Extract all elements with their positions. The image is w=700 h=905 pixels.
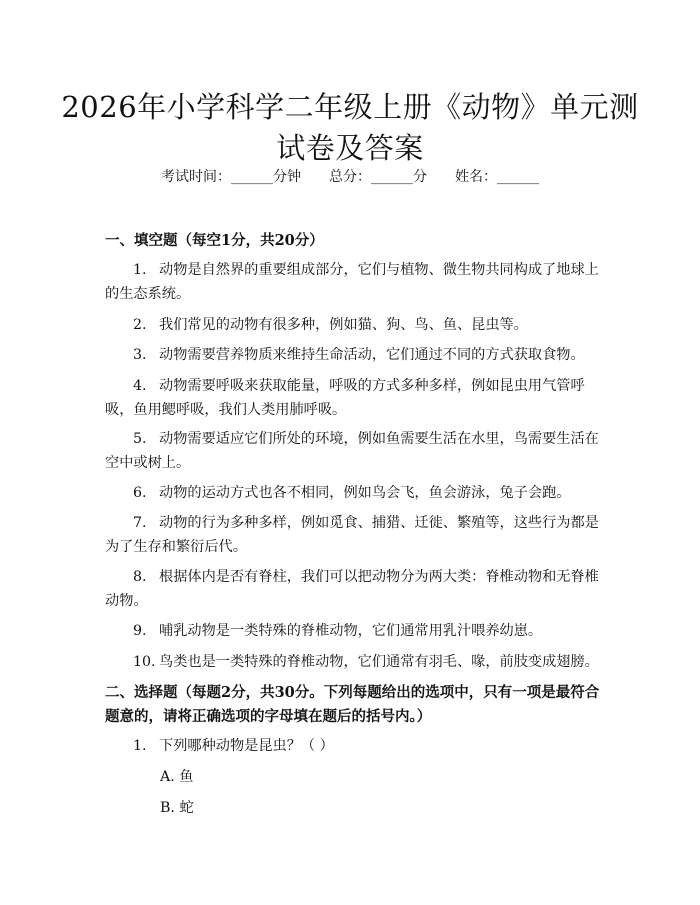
question-text: 我们常见的动物有很多种，例如猫、狗、鸟、鱼、昆虫等。 (159, 317, 528, 333)
question-text: 动物需要适应它们所处的环境，例如鱼需要生活在水里，鸟需要生活在空中或树上。 (105, 431, 599, 471)
question-item (105, 619, 601, 643)
option-a: A. 鱼 (160, 769, 194, 785)
question-text: 根据体内是否有脊柱，我们可以把动物分为两大类：脊椎动物和无脊椎动物。 (105, 569, 599, 609)
question-item (105, 374, 601, 422)
total-score-field: 总分：______分 (329, 169, 427, 185)
question-number: 8. (133, 569, 147, 585)
question-number: 10. (133, 654, 156, 670)
question-number: 4. (133, 378, 147, 394)
question-number: 6. (133, 485, 147, 501)
page-title-line1: 2026年小学科学二年级上册《动物》单元测 (61, 90, 639, 124)
section-heading-fill-blank: 一、填空题（每空1分，共20分） (105, 232, 324, 249)
question-number: 3. (133, 347, 147, 363)
question-item (105, 343, 601, 367)
question-text: 下列哪种动物是昆虫？（ ） (159, 738, 334, 754)
question-text: 动物的运动方式也各不相同，例如鸟会飞，鱼会游泳，兔子会跑。 (159, 485, 571, 501)
question-number: 9. (133, 623, 147, 639)
section-heading-multiple-choice: 二、选择题（每题2分，共30分。下列每题给出的选项中，只有一项是最符合题意的，请将正确选项的字母填在题后的括号内。） (105, 684, 600, 725)
page-title-line2: 试卷及答案 (276, 131, 424, 165)
question-text: 哺乳动物是一类特殊的脊椎动物，它们通常用乳汁喂养幼崽。 (159, 623, 543, 639)
student-name-field: 姓名：______ (455, 169, 539, 185)
question-number: 7. (133, 515, 147, 531)
question-item (105, 313, 601, 337)
question-item (105, 511, 601, 559)
exam-time-field: 考试时间：______分钟 (161, 169, 301, 185)
question-item (105, 734, 601, 758)
question-text: 动物是自然界的重要组成部分，它们与植物、微生物共同构成了地球上的生态系统。 (105, 262, 599, 302)
question-text: 动物需要营养物质来维持生命活动，它们通过不同的方式获取食物。 (159, 347, 585, 363)
question-item (105, 650, 601, 674)
question-text: 动物的行为多种多样，例如觅食、捕猎、迁徙、繁殖等，这些行为都是为了生存和繁衍后代。 (105, 515, 599, 555)
question-item (105, 565, 601, 613)
exam-meta (0, 166, 700, 188)
question-item (105, 258, 601, 306)
question-number: 1. (133, 262, 147, 278)
option-b: B. 蛇 (160, 800, 194, 816)
question-item (105, 427, 601, 475)
question-text: 动物需要呼吸来获取能量，呼吸的方式多种多样，例如昆虫用气管呼吸，鱼用鳃呼吸，我们人类用肺呼吸。 (105, 378, 585, 418)
question-number: 2. (133, 317, 147, 333)
question-number: 5. (133, 431, 147, 447)
question-text: 鸟类也是一类特殊的脊椎动物，它们通常有羽毛、喙，前肢变成翅膀。 (159, 654, 599, 670)
question-number: 1. (133, 738, 147, 754)
question-item (105, 481, 601, 505)
